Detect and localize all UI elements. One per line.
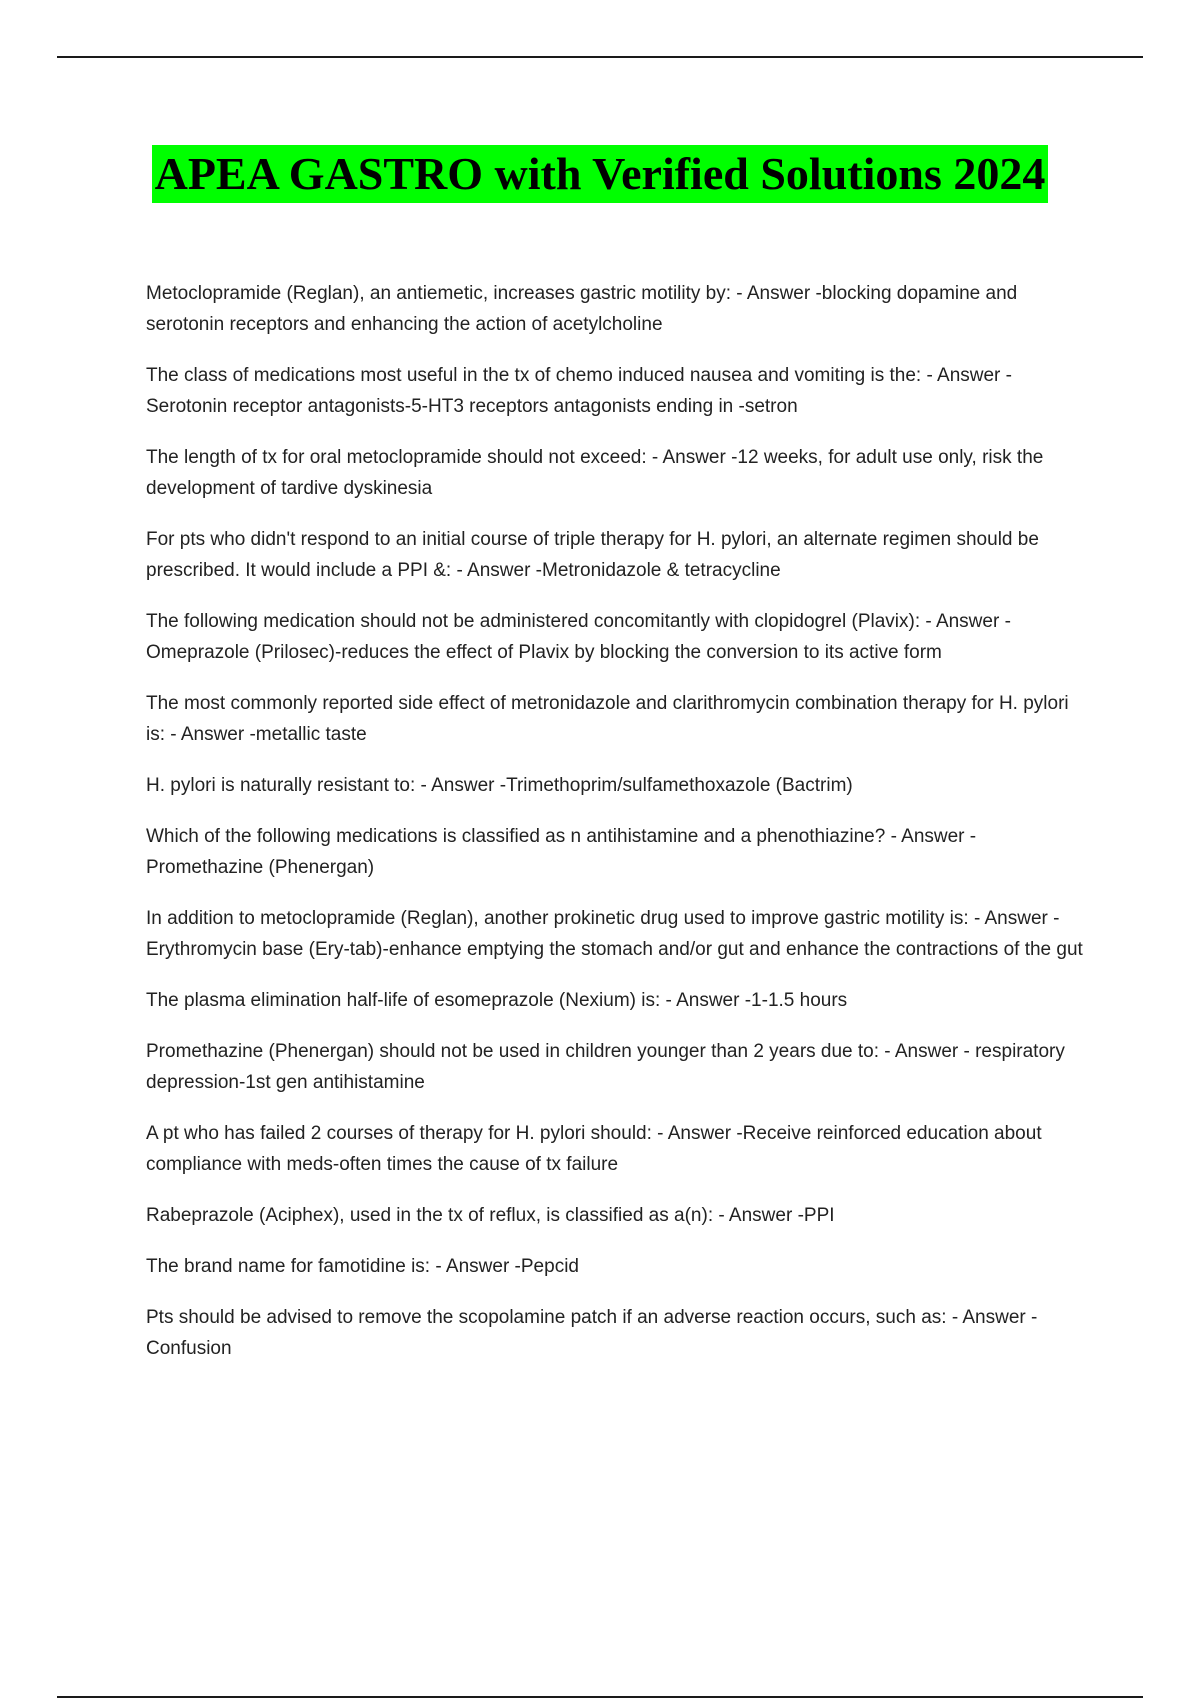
qa-list: [146, 278, 1091, 1384]
footer-rule: [57, 1696, 1143, 1698]
qa-item: The brand name for famotidine is: - Answer -Pepcid: [146, 1256, 579, 1277]
qa-item: H. pylori is naturally resistant to: - Answer -Trimethoprim/sulfamethoxazole (Bactrim): [146, 775, 853, 796]
qa-item: Promethazine (Phenergan) should not be used in children younger than 2 years due to: - Answer - respiratory depression-1st gen antihistamine: [146, 1041, 1065, 1093]
title-block: [0, 145, 1200, 203]
qa-item: Rabeprazole (Aciphex), used in the tx of reflux, is classified as a(n): - Answer -PPI: [146, 1205, 835, 1226]
qa-item: The following medication should not be administered concomitantly with clopidogrel (Plavix): - Answer - Omeprazole (Prilosec)-reduces the effect of Plavix by blocking the conversion to its active form: [146, 611, 1011, 663]
qa-item: In addition to metoclopramide (Reglan), another prokinetic drug used to improve gastric motility is: - Answer -Erythromycin base (Ery-tab)-enhance emptying the stomach and/or gut and enhance the contractions of the gut: [146, 908, 1083, 960]
qa-item: For pts who didn't respond to an initial course of triple therapy for H. pylori, an alternate regimen should be prescribed. It would include a PPI &: - Answer -Metronidazole & tetracycline: [146, 529, 1039, 581]
qa-item: The class of medications most useful in the tx of chemo induced nausea and vomiting is the: - Answer - Serotonin receptor antagonists-5-HT3 receptors antagonists ending in -setron: [146, 365, 1012, 417]
document-title: APEA GASTRO with Verified Solutions 2024: [152, 145, 1049, 203]
qa-item: The most commonly reported side effect of metronidazole and clarithromycin combination therapy for H. pylori is: - Answer -metallic taste: [146, 693, 1069, 745]
qa-item: Which of the following medications is classified as n antihistamine and a phenothiazine? - Answer - Promethazine (Phenergan): [146, 826, 977, 878]
header-rule: [57, 56, 1143, 58]
qa-item: The plasma elimination half-life of esomeprazole (Nexium) is: - Answer -1-1.5 hours: [146, 990, 848, 1011]
qa-item: The length of tx for oral metoclopramide should not exceed: - Answer -12 weeks, for adult use only, risk the development of tardive dyskinesia: [146, 447, 1044, 499]
qa-item: Pts should be advised to remove the scopolamine patch if an adverse reaction occurs, such as: - Answer - Confusion: [146, 1307, 1038, 1359]
qa-item: Metoclopramide (Reglan), an antiemetic, increases gastric motility by: - Answer -blocking dopamine and serotonin receptors and enhancing the action of acetylcholine: [146, 283, 1018, 335]
qa-item: A pt who has failed 2 courses of therapy for H. pylori should: - Answer -Receive reinforced education about compliance with meds-often times the cause of tx failure: [146, 1123, 1042, 1175]
